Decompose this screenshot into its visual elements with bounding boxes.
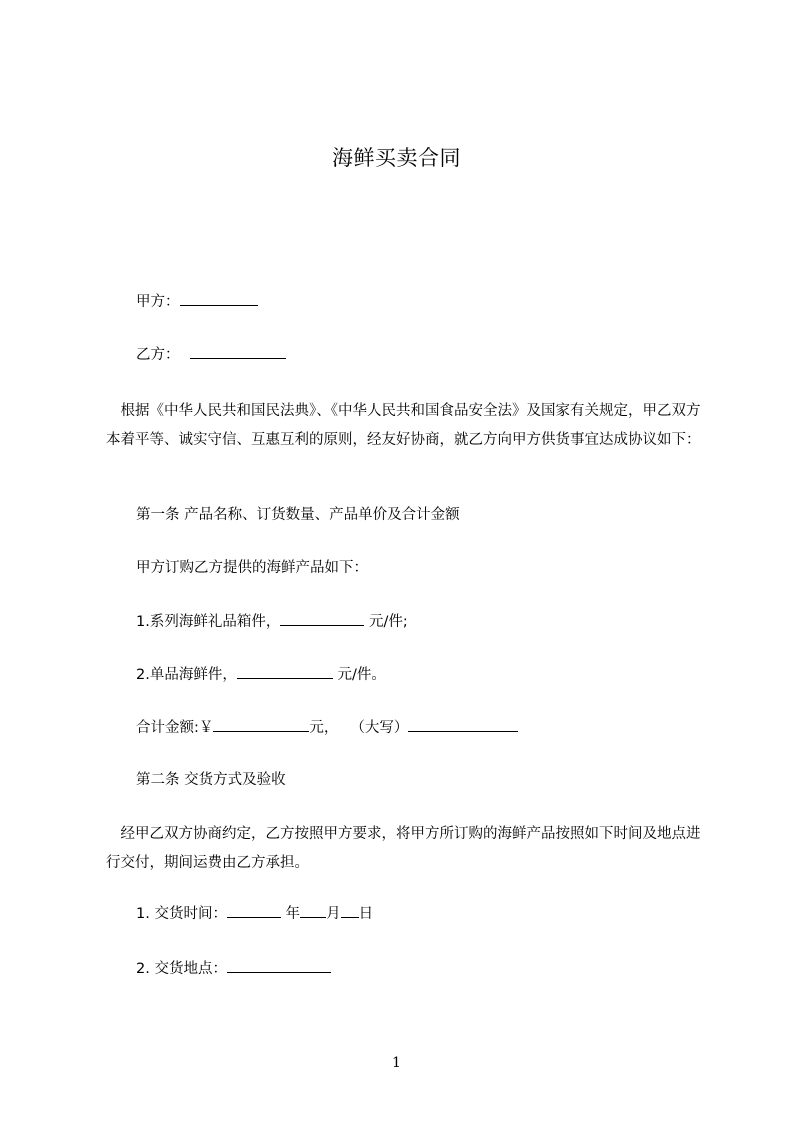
delivery-time-line [136, 903, 373, 924]
party-b-label: 乙方： [136, 347, 180, 363]
total-capital-label: （大写） [350, 720, 409, 736]
year-label: 年 [280, 906, 301, 922]
article1-heading: 第一条 产品名称、订货数量、产品单价及合计金额 [136, 507, 460, 523]
delivery-place-line [136, 958, 331, 979]
total-amount-blank[interactable] [213, 717, 309, 732]
item2-price-blank[interactable] [237, 664, 333, 679]
item1-label: 1.系列海鲜礼品箱件， [136, 614, 281, 630]
month-label: 月 [326, 906, 341, 922]
article2-heading: 第二条 交货方式及验收 [136, 772, 286, 788]
item2-label: 2.单品海鲜件， [136, 667, 237, 683]
delivery-day-blank[interactable] [341, 903, 359, 918]
party-b-blank[interactable] [190, 344, 286, 359]
article2-paragraph: 经甲乙双方协商约定，乙方按照甲方要求，将甲方所订购的海鲜产品按照如下时间及地点进行交付，期间运费由乙方承担。 [106, 826, 701, 871]
item2-unit: 元/件。 [332, 667, 386, 683]
page-number: 1 [392, 1055, 401, 1071]
party-b-line [136, 344, 286, 365]
party-a-line [136, 291, 258, 312]
total-capital-blank[interactable] [408, 717, 518, 732]
total-unit: 元， [309, 720, 339, 736]
total-line [136, 717, 518, 738]
item1-line [136, 611, 408, 632]
party-a-blank[interactable] [180, 291, 258, 306]
party-a-label: 甲方： [136, 294, 180, 310]
item1-price-blank[interactable] [280, 611, 364, 626]
article1-intro: 甲方订购乙方提供的海鲜产品如下： [136, 560, 368, 576]
item1-unit: 元/件; [364, 614, 408, 630]
delivery-place-blank[interactable] [227, 958, 331, 973]
delivery-place-label: 2. 交货地点： [136, 961, 227, 977]
total-label: 合计金额:￥ [136, 720, 214, 736]
delivery-month-blank[interactable] [300, 903, 326, 918]
item2-line [136, 664, 386, 685]
day-label: 日 [358, 906, 374, 922]
page-title: 海鲜买卖合同 [332, 146, 461, 170]
delivery-time-label: 1. 交货时间： [136, 906, 227, 922]
intro-paragraph: 根据《中华人民共和国民法典》、《中华人民共和国食品安全法》及国家有关规定，甲乙双方本着平等、诚实守信、互惠互利的原则，经友好协商，就乙方向甲方供货事宜达成协议如下： [106, 403, 701, 448]
delivery-year-blank[interactable] [227, 903, 281, 918]
